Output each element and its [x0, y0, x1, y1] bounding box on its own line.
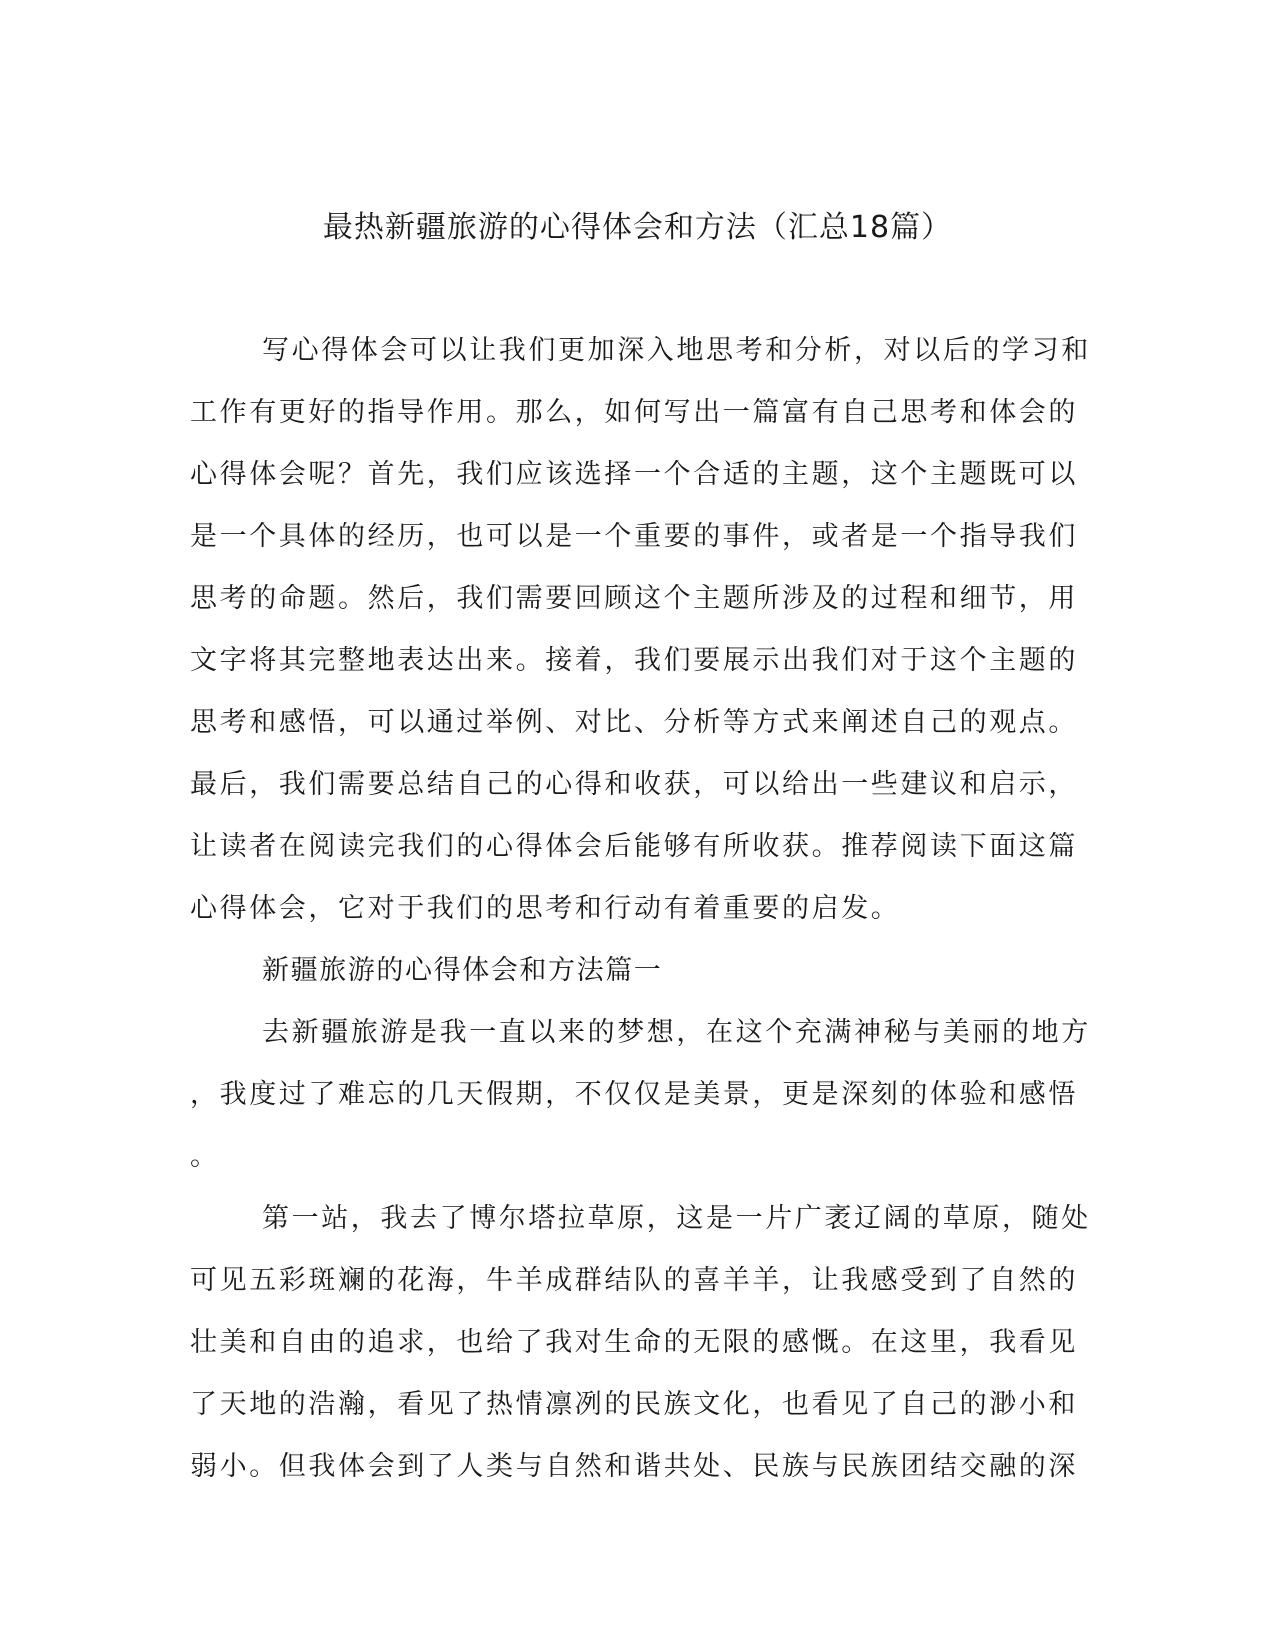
paragraph-line: 。: [190, 1141, 220, 1172]
document-title: 最热新疆旅游的心得体会和方法（汇总18篇）: [322, 210, 953, 245]
paragraph-line: 让读者在阅读完我们的心得体会后能够有所收获。推荐阅读下面这篇: [190, 831, 1078, 862]
paragraph-line: 心得体会呢？首先，我们应该选择一个合适的主题，这个主题既可以: [190, 459, 1078, 490]
section-heading: 新疆旅游的心得体会和方法篇一: [262, 955, 663, 986]
paragraph-line: 心得体会，它对于我们的思考和行动有着重要的启发。: [190, 893, 901, 924]
paragraph-line: 工作有更好的指导作用。那么，如何写出一篇富有自己思考和体会的: [190, 397, 1078, 428]
paragraph-line: 思考的命题。然后，我们需要回顾这个主题所涉及的过程和细节，用: [190, 583, 1078, 614]
paragraph-line: 思考和感悟，可以通过举例、对比、分析等方式来阐述自己的观点。: [190, 707, 1078, 738]
paragraph-line: ，我度过了难忘的几天假期，不仅仅是美景，更是深刻的体验和感悟: [190, 1079, 1078, 1110]
paragraph-line: 了天地的浩瀚，看见了热情凛冽的民族文化，也看见了自己的渺小和: [190, 1389, 1078, 1420]
paragraph-line: 壮美和自由的追求，也给了我对生命的无限的感慨。在这里，我看见: [190, 1327, 1078, 1358]
paragraph-line: 弱小。但我体会到了人类与自然和谐共处、民族与民族团结交融的深: [190, 1451, 1078, 1482]
document-body: [190, 331, 1091, 1509]
paragraph-line: 第一站，我去了博尔塔拉草原，这是一片广袤辽阔的草原，随处: [262, 1203, 1091, 1234]
paragraph-line: 最后，我们需要总结自己的心得和收获，可以给出一些建议和启示，: [190, 769, 1078, 800]
paragraph-line: 是一个具体的经历，也可以是一个重要的事件，或者是一个指导我们: [190, 521, 1078, 552]
paragraph-line: 去新疆旅游是我一直以来的梦想，在这个充满神秘与美丽的地方: [262, 1017, 1091, 1048]
paragraph-line: 写心得体会可以让我们更加深入地思考和分析，对以后的学习和: [262, 335, 1091, 366]
paragraph-line: 文字将其完整地表达出来。接着，我们要展示出我们对于这个主题的: [190, 645, 1078, 676]
paragraph-line: 可见五彩斑斓的花海，牛羊成群结队的喜羊羊，让我感受到了自然的: [190, 1265, 1078, 1296]
